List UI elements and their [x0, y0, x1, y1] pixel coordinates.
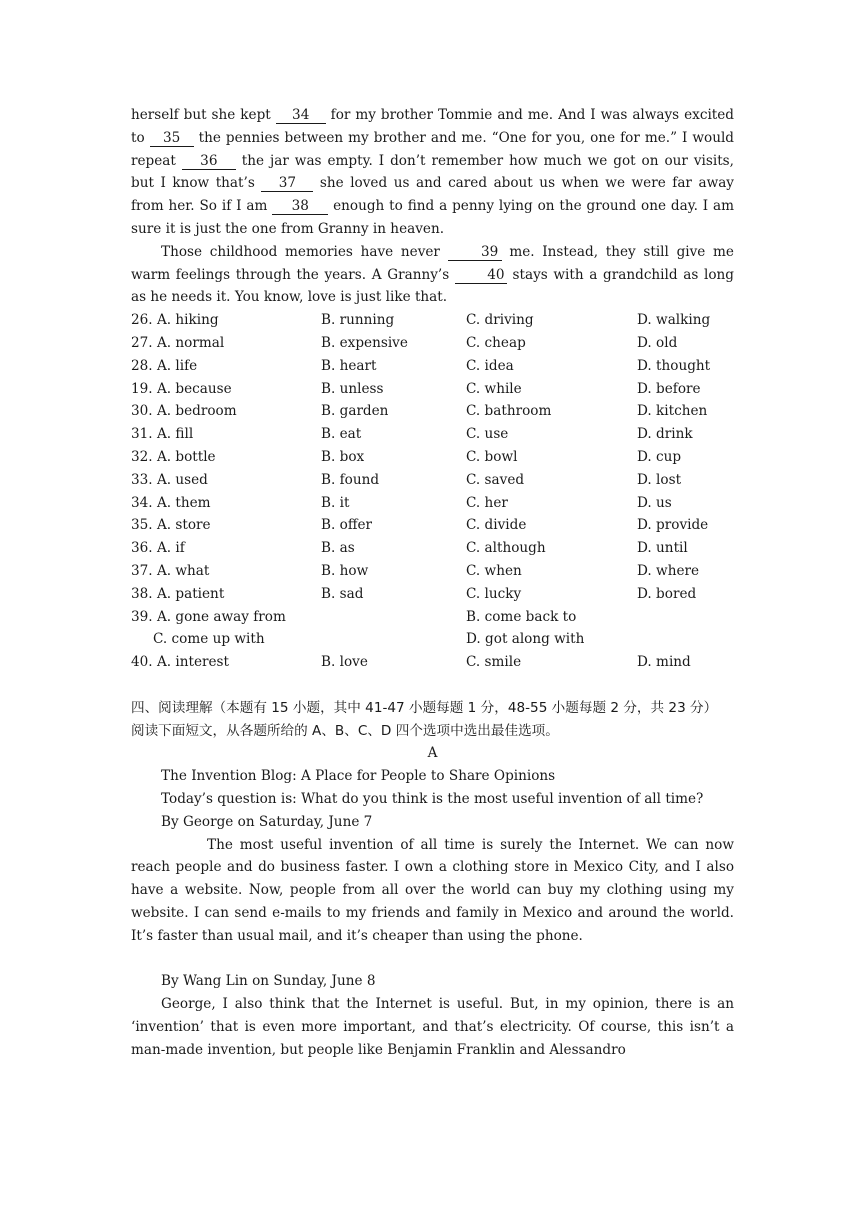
option-a: 27. A. normal	[131, 334, 225, 351]
passage-text: me. Instead, they still give me warm feelings through the years. A Granny’s	[131, 243, 734, 283]
option-row	[131, 469, 734, 492]
option-a: 19. A. because	[131, 380, 232, 397]
options-list	[131, 309, 734, 674]
option-row	[131, 514, 734, 537]
option-a: 32. A. bottle	[131, 448, 216, 465]
option-a: 36. A. if	[131, 540, 185, 557]
option-c: C. come up with	[153, 631, 265, 648]
option-d: D. us	[637, 494, 672, 511]
option-row-39	[131, 606, 734, 629]
option-b: B. offer	[321, 517, 373, 534]
blank-36: 36	[182, 153, 236, 170]
option-c: C. although	[466, 540, 546, 557]
spacer	[131, 628, 153, 651]
option-d: D. old	[637, 334, 678, 351]
option-b: B. how	[321, 562, 369, 579]
option-d: D. provide	[637, 517, 709, 534]
option-d: D. where	[637, 562, 700, 579]
option-row	[131, 332, 734, 355]
option-a: 34. A. them	[131, 494, 211, 511]
option-row-39-cd	[131, 628, 734, 651]
option-row	[131, 446, 734, 469]
option-c: C. her	[466, 494, 508, 511]
blank-37: 37	[261, 175, 313, 192]
option-row	[131, 492, 734, 515]
passage-text: Those childhood memories have never	[161, 243, 448, 260]
option-row	[131, 400, 734, 423]
option-row	[131, 309, 734, 332]
passage-text: herself but she kept	[131, 107, 276, 123]
option-d: D. drink	[637, 426, 693, 443]
blank-39: 39	[448, 244, 502, 261]
option-row	[131, 583, 734, 606]
option-row	[131, 378, 734, 401]
section-heading: 四、阅读理解（本题有 15 小题，其中 41-47 小题每题 1 分，48-55 小题每题 2 分，共 23 分）	[131, 699, 718, 716]
option-c: C. idea	[466, 357, 514, 374]
blank-35: 35	[150, 130, 194, 147]
blog-question: Today’s question is: What do you think is the most useful invention of all time?	[161, 790, 704, 807]
option-a: 31. A. fill	[131, 426, 194, 443]
option-row	[131, 560, 734, 583]
option-c: C. bowl	[466, 448, 518, 465]
cloze-paragraph-2	[131, 241, 734, 309]
passage-label: A	[427, 745, 438, 762]
option-c: C. bathroom	[466, 403, 552, 420]
option-d: D. cup	[637, 448, 682, 465]
option-b: B. eat	[321, 426, 362, 443]
option-row	[131, 537, 734, 560]
option-d: D. thought	[637, 357, 711, 374]
option-d: D. before	[637, 380, 701, 397]
option-c: C. saved	[466, 471, 525, 488]
option-b: B. come back to	[466, 608, 577, 625]
blank-34: 34	[276, 107, 326, 124]
option-b: B. sad	[321, 585, 364, 602]
option-b: B. expensive	[321, 334, 408, 351]
option-a: 37. A. what	[131, 562, 210, 579]
option-c: C. driving	[466, 312, 534, 329]
option-row	[131, 423, 734, 446]
spacer	[131, 947, 734, 970]
option-row	[131, 355, 734, 378]
section-instruction: 阅读下面短文，从各题所给的 A、B、C、D 四个选项中选出最佳选项。	[131, 722, 559, 739]
option-b: B. love	[321, 654, 368, 671]
option-b: B. unless	[321, 380, 384, 397]
passage-text: she loved us and cared about us when we were far away from her. So if I am	[131, 175, 734, 215]
cloze-paragraph-1	[131, 104, 734, 241]
option-b: B. found	[321, 471, 380, 488]
option-a: 26. A. hiking	[131, 312, 219, 329]
george-post: The most useful invention of all time is surely the Internet. We can now reach people and do business faster. I own a clothing store in Mexico City, and I also have a website. Now, people from all over the world can buy my clothing using my website. I can send e-mails to my friends and family in Mexico and around the world. It’s faster than usual mail, and it’s cheaper than using the phone.	[131, 836, 734, 944]
byline-wang-lin: By Wang Lin on Sunday, June 8	[161, 973, 376, 990]
option-a: 39. A. gone away from	[131, 608, 286, 625]
blank-38: 38	[272, 198, 328, 215]
option-b: B. garden	[321, 403, 389, 420]
option-c: C. use	[466, 426, 509, 443]
option-a: 35. A. store	[131, 517, 211, 534]
option-a: 28. A. life	[131, 357, 198, 374]
option-a: 30. A. bedroom	[131, 403, 237, 420]
byline-george: By George on Saturday, June 7	[161, 813, 373, 830]
option-c: C. when	[466, 562, 522, 579]
option-d: D. walking	[637, 312, 711, 329]
option-d: D. lost	[637, 471, 682, 488]
option-d: D. bored	[637, 585, 697, 602]
passage-text: for my brother Tommie and me. And I was always excited to	[131, 107, 735, 146]
option-a: 33. A. used	[131, 471, 208, 488]
option-d: D. until	[637, 540, 688, 557]
option-b: B. heart	[321, 357, 377, 374]
option-b: B. running	[321, 312, 395, 329]
option-c: C. smile	[466, 654, 522, 671]
option-c: C. lucky	[466, 585, 522, 602]
option-b: B. it	[321, 494, 350, 511]
option-a: 40. A. interest	[131, 654, 229, 671]
wang-lin-post: George, I also think that the Internet is useful. But, in my opinion, there is an ‘invention’ that is even more important, and that’s electricity. Of course, this isn’t a man-made invention, but people like Benjamin Franklin and Alessandro	[131, 996, 734, 1058]
passage-text: the jar was empty. I don’t remember how much we got on our visits, but I know that’s	[131, 152, 734, 192]
option-b: B. box	[321, 448, 365, 465]
passage-text: enough to find a penny lying on the ground one day. I am sure it is just the one from Granny in heaven.	[131, 198, 734, 237]
option-d: D. got along with	[466, 631, 585, 648]
option-d: D. mind	[637, 654, 691, 671]
option-c: C. while	[466, 380, 522, 397]
option-b: B. as	[321, 540, 355, 557]
option-c: C. cheap	[466, 334, 526, 351]
page-content	[131, 104, 734, 1061]
blog-title: The Invention Blog: A Place for People to Share Opinions	[161, 768, 556, 785]
option-c: C. divide	[466, 517, 527, 534]
option-a: 38. A. patient	[131, 585, 225, 602]
option-row	[131, 651, 734, 674]
spacer	[131, 674, 734, 697]
passage-text: stays with a grandchild as long as he needs it. You know, love is just like that.	[131, 266, 734, 306]
blank-40: 40	[455, 267, 507, 284]
passage-text: the pennies between my brother and me. “One for you, one for me.” I would repeat	[131, 129, 734, 169]
option-d: D. kitchen	[637, 403, 708, 420]
